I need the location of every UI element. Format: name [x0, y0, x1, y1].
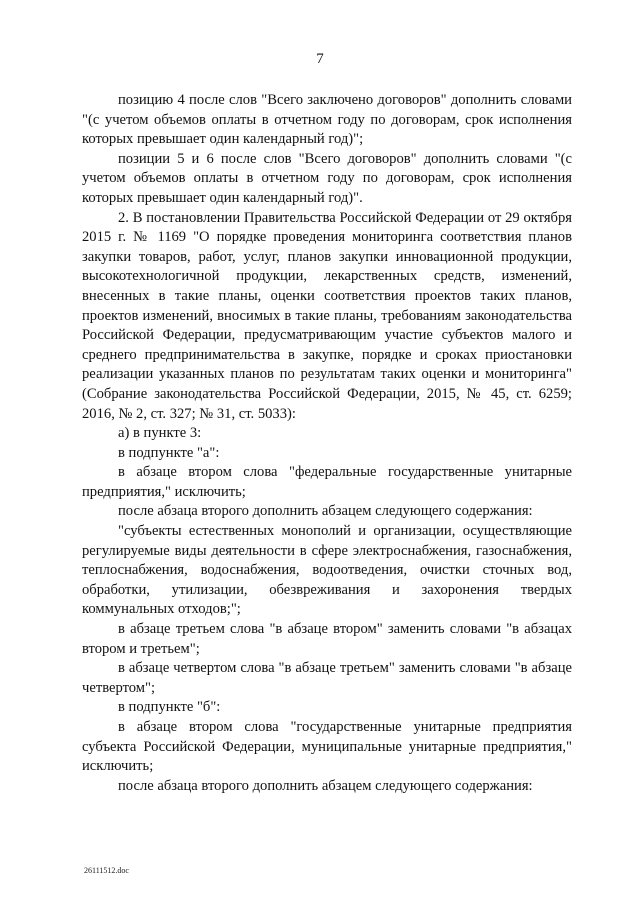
- paragraph: а) в пункте 3:: [118, 425, 202, 442]
- paragraph: "субъекты естественных монополий и организации, осуществляющие регулируемые виды деятельности в сфере электроснабжения, газоснабжения, теплоснабжения, водоснабжения, водоотведения, очистки сточных вод, обработки, утилизации, обезвреживания и захоронения твердых коммунальных отходов;";: [82, 523, 572, 618]
- document-body: [82, 91, 572, 796]
- paragraph: в абзаце втором слова "государственные унитарные предприятия субъекта Российской Федерации, муниципальные унитарные предприятия," исключить;: [82, 719, 572, 775]
- document-file-code: 26111512.doc: [84, 866, 129, 875]
- paragraph: после абзаца второго дополнить абзацем следующего содержания:: [118, 503, 533, 520]
- page-number: 7: [316, 51, 324, 67]
- paragraph: в абзаце третьем слова "в абзаце втором" заменить словами "в абзацах втором и третьем";: [82, 621, 572, 657]
- paragraph: позицию 4 после слов "Всего заключено договоров" дополнить словами "(с учетом объемов оплаты в отчетном году по договорам, срок исполнения которых превышает один календарный год)";: [82, 92, 572, 148]
- paragraph: 2. В постановлении Правительства Российской Федерации от 29 октября 2015 г. № 1169 "О порядке проведения мониторинга соответствия планов закупки товаров, работ, услуг, планов закупки инновационной продукции, высокотехнологичной продукции, лекарственных средств, изменений, внесенных в такие планы, оценки соответствия проектов таких планов, проектов изменений, вносимых в такие планы, требованиям законодательства Российской Федерации, предусматривающим участие субъектов малого и среднего предпринимательства в закупке, порядке и сроках приостановки реализации указанных планов по результатам таких оценки и мониторинга" (Собрание законодательства Российской Федерации, 2015, № 45, ст. 6259; 2016, № 2, ст. 327; № 31, ст. 5033):: [82, 209, 572, 422]
- paragraph: после абзаца второго дополнить абзацем следующего содержания:: [118, 777, 533, 794]
- paragraph: в абзаце втором слова "федеральные государственные унитарные предприятия," исключить;: [82, 464, 572, 500]
- paragraph: в абзаце четвертом слова "в абзаце третьем" заменить словами "в абзаце четвертом";: [82, 660, 572, 696]
- paragraph: позиции 5 и 6 после слов "Всего договоров" дополнить словами "(с учетом объемов оплаты в отчетном году по договорам, срок исполнения которых превышает один календарный год)".: [82, 150, 572, 206]
- paragraph: в подпункте "а":: [118, 444, 220, 461]
- paragraph: в подпункте "б":: [118, 699, 221, 716]
